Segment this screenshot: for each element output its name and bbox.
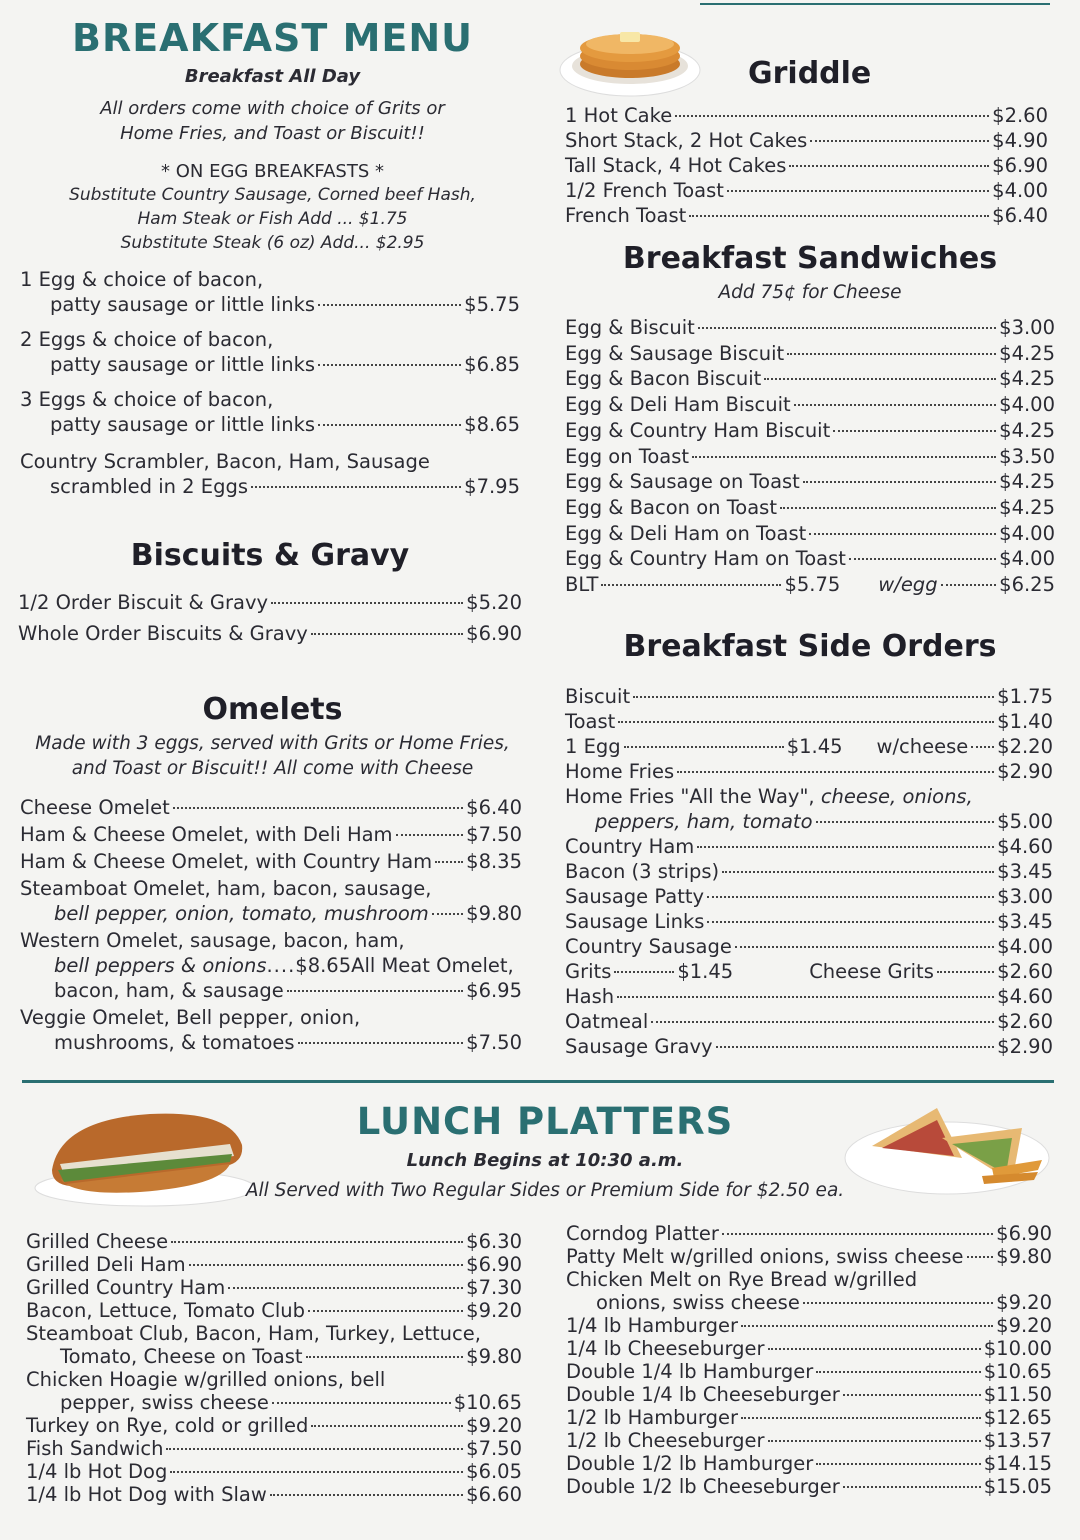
pancake-image xyxy=(556,12,704,100)
menu-item: Double 1/4 lb Hamburger $10.65 xyxy=(566,1360,1052,1383)
menu-item: Home Fries "All the Way", cheese, onions, peppers, ham, tomato $5.00 xyxy=(565,785,1053,833)
menu-item: Grilled Deli Ham $6.90 xyxy=(26,1253,522,1276)
menu-item: Turkey on Rye, cold or grilled $9.20 xyxy=(26,1414,522,1437)
lunch-left-items xyxy=(26,1230,522,1506)
menu-item: Egg & Biscuit $3.00 xyxy=(565,316,1055,339)
egg-breakfast-heading: * ON EGG BREAKFASTS * xyxy=(161,161,384,182)
menu-item: Patty Melt w/grilled onions, swiss cheese $9.80 xyxy=(566,1245,1052,1268)
menu-item: Corndog Platter $6.90 xyxy=(566,1222,1052,1245)
menu-item: 1/4 lb Hamburger $9.20 xyxy=(566,1314,1052,1337)
menu-item: Whole Order Biscuits & Gravy $6.90 xyxy=(18,622,522,645)
griddle-items xyxy=(565,103,1048,228)
menu-item: Country Scrambler, Bacon, Ham, Sausage scrambled in 2 Eggs $7.95 xyxy=(20,450,520,498)
menu-item: Steamboat Omelet, ham, bacon, sausage, bell pepper, onion, tomato, mushroom $9.80 xyxy=(20,877,522,925)
menu-item: Egg & Deli Ham on Toast $4.00 xyxy=(565,521,1055,545)
menu-item: Double 1/4 lb Cheeseburger $11.50 xyxy=(566,1383,1052,1406)
breakfast-subtitle: Breakfast All Day xyxy=(184,66,361,87)
menu-item: Egg & Country Ham on Toast $4.00 xyxy=(565,547,1055,571)
menu-item: Tall Stack, 4 Hot Cakes $6.90 xyxy=(565,154,1048,177)
menu-item: Oatmeal $2.60 xyxy=(565,1010,1053,1033)
menu-item: Western Omelet, sausage, bacon, ham, bell peppers & onions....$8.65All Meat Omelet, bacon, ham, & sausage $6.95 xyxy=(20,929,522,1002)
menu-item: 1/2 lb Hamburger $12.65 xyxy=(566,1406,1052,1429)
sandwiches-title: Breakfast Sandwiches xyxy=(622,241,998,276)
egg-substitutions: Substitute Country Sausage, Corned beef Hash, Ham Steak or Fish Add ... $1.75 Substitute Steak (6 oz) Add... $2.95 xyxy=(69,185,476,253)
menu-item: French Toast $6.40 xyxy=(565,204,1048,227)
menu-item: 1/2 Order Biscuit & Gravy $5.20 xyxy=(18,591,522,614)
menu-item: Egg & Country Ham Biscuit $4.25 xyxy=(565,418,1055,442)
menu-item: 1 Hot Cake $2.60 xyxy=(565,104,1048,127)
omelets-note: Made with 3 eggs, served with Grits or Home Fries, and Toast or Biscuit!! All come with Cheese xyxy=(35,733,510,779)
breakfast-title: BREAKFAST MENU xyxy=(72,16,473,60)
sides-title: Breakfast Side Orders xyxy=(623,629,997,664)
menu-item: 1/2 lb Cheeseburger $13.57 xyxy=(566,1429,1052,1452)
lunch-subtitle: Lunch Begins at 10:30 a.m. xyxy=(406,1150,684,1171)
menu-item-blt: BLT $5.75 w/egg $6.25 xyxy=(565,573,1055,597)
biscuits-items xyxy=(18,590,522,646)
menu-item: Hash $4.60 xyxy=(565,985,1053,1008)
menu-item: Egg & Bacon on Toast $4.25 xyxy=(565,495,1055,519)
menu-item: Double 1/2 lb Cheeseburger $15.05 xyxy=(566,1475,1052,1498)
menu-item: Egg & Sausage on Toast $4.25 xyxy=(565,470,1055,494)
menu-item: Egg & Sausage Biscuit $4.25 xyxy=(565,341,1055,365)
biscuits-title: Biscuits & Gravy xyxy=(130,538,410,573)
menu-item: Bacon, Lettuce, Tomato Club $9.20 xyxy=(26,1299,522,1322)
menu-item: Egg & Bacon Biscuit $4.25 xyxy=(565,367,1055,391)
menu-item: 1/4 lb Hot Dog $6.05 xyxy=(26,1460,522,1483)
lunch-note: All Served with Two Regular Sides or Premium Side for $2.50 ea. xyxy=(245,1180,845,1201)
menu-item: Cheese Omelet $6.40 xyxy=(20,796,522,819)
menu-item: 1/4 lb Cheeseburger $10.00 xyxy=(566,1337,1052,1360)
menu-item: Grilled Country Ham $7.30 xyxy=(26,1276,522,1299)
menu-item: Ham & Cheese Omelet, with Deli Ham $7.50 xyxy=(20,823,522,846)
breakfast-items xyxy=(20,267,520,499)
menu-item: Chicken Hoagie w/grilled onions, bell pepper, swiss cheese $10.65 xyxy=(26,1368,522,1414)
menu-item: Country Ham $4.60 xyxy=(565,835,1053,858)
menu-item: Country Sausage $4.00 xyxy=(565,935,1053,958)
menu-item: Double 1/2 lb Hamburger $14.15 xyxy=(566,1452,1052,1475)
menu-item: Home Fries $2.90 xyxy=(565,760,1053,783)
lunch-title: LUNCH PLATTERS xyxy=(356,1100,734,1143)
menu-item: 2 Eggs & choice of bacon, patty sausage or little links $6.85 xyxy=(20,328,520,376)
top-rule xyxy=(700,3,1050,5)
menu-item: Ham & Cheese Omelet, with Country Ham $8.35 xyxy=(20,850,522,873)
griddle-title: Griddle xyxy=(748,56,872,91)
menu-item: Grits $1.45 Cheese Grits $2.60 xyxy=(565,960,1053,983)
breakfast-note: All orders come with choice of Grits or Home Fries, and Toast or Biscuit!! xyxy=(100,98,445,144)
menu-item: 1 Egg & choice of bacon, patty sausage or little links $5.75 xyxy=(20,268,520,316)
menu-item: Steamboat Club, Bacon, Ham, Turkey, Lettuce, Tomato, Cheese on Toast $9.80 xyxy=(26,1322,522,1368)
menu-item: Sausage Links $3.45 xyxy=(565,910,1053,933)
menu-item: Chicken Melt on Rye Bread w/grilled onions, swiss cheese $9.20 xyxy=(566,1268,1052,1314)
menu-item: Bacon (3 strips) $3.45 xyxy=(565,860,1053,883)
omelet-items xyxy=(20,795,522,1055)
menu-item: Grilled Cheese $6.30 xyxy=(26,1230,522,1253)
menu-item: Toast $1.40 xyxy=(565,710,1053,733)
menu-item: 3 Eggs & choice of bacon, patty sausage or little links $8.65 xyxy=(20,388,520,436)
menu-item: 1/2 French Toast $4.00 xyxy=(565,179,1048,202)
menu-item: Egg on Toast $3.50 xyxy=(565,444,1055,468)
menu-item: Veggie Omelet, Bell pepper, onion, mushrooms, & tomatoes $7.50 xyxy=(20,1006,522,1054)
menu-item: 1 Egg $1.45 w/cheese $2.20 xyxy=(565,735,1053,758)
menu-item: Short Stack, 2 Hot Cakes $4.90 xyxy=(565,129,1048,152)
menu-item: Biscuit $1.75 xyxy=(565,685,1053,708)
sandwich-items xyxy=(565,315,1055,598)
side-items xyxy=(565,684,1053,1059)
menu-item: Sausage Patty $3.00 xyxy=(565,885,1053,908)
section-divider xyxy=(22,1080,1054,1083)
menu-item: Fish Sandwich $7.50 xyxy=(26,1437,522,1460)
menu-item: 1/4 lb Hot Dog with Slaw $6.60 xyxy=(26,1483,522,1506)
menu-item: Sausage Gravy $2.90 xyxy=(565,1035,1053,1058)
menu-item: Egg & Deli Ham Biscuit $4.00 xyxy=(565,393,1055,417)
omelets-title: Omelets xyxy=(202,692,343,727)
sandwiches-note: Add 75¢ for Cheese xyxy=(718,282,902,303)
lunch-right-items xyxy=(566,1222,1052,1498)
